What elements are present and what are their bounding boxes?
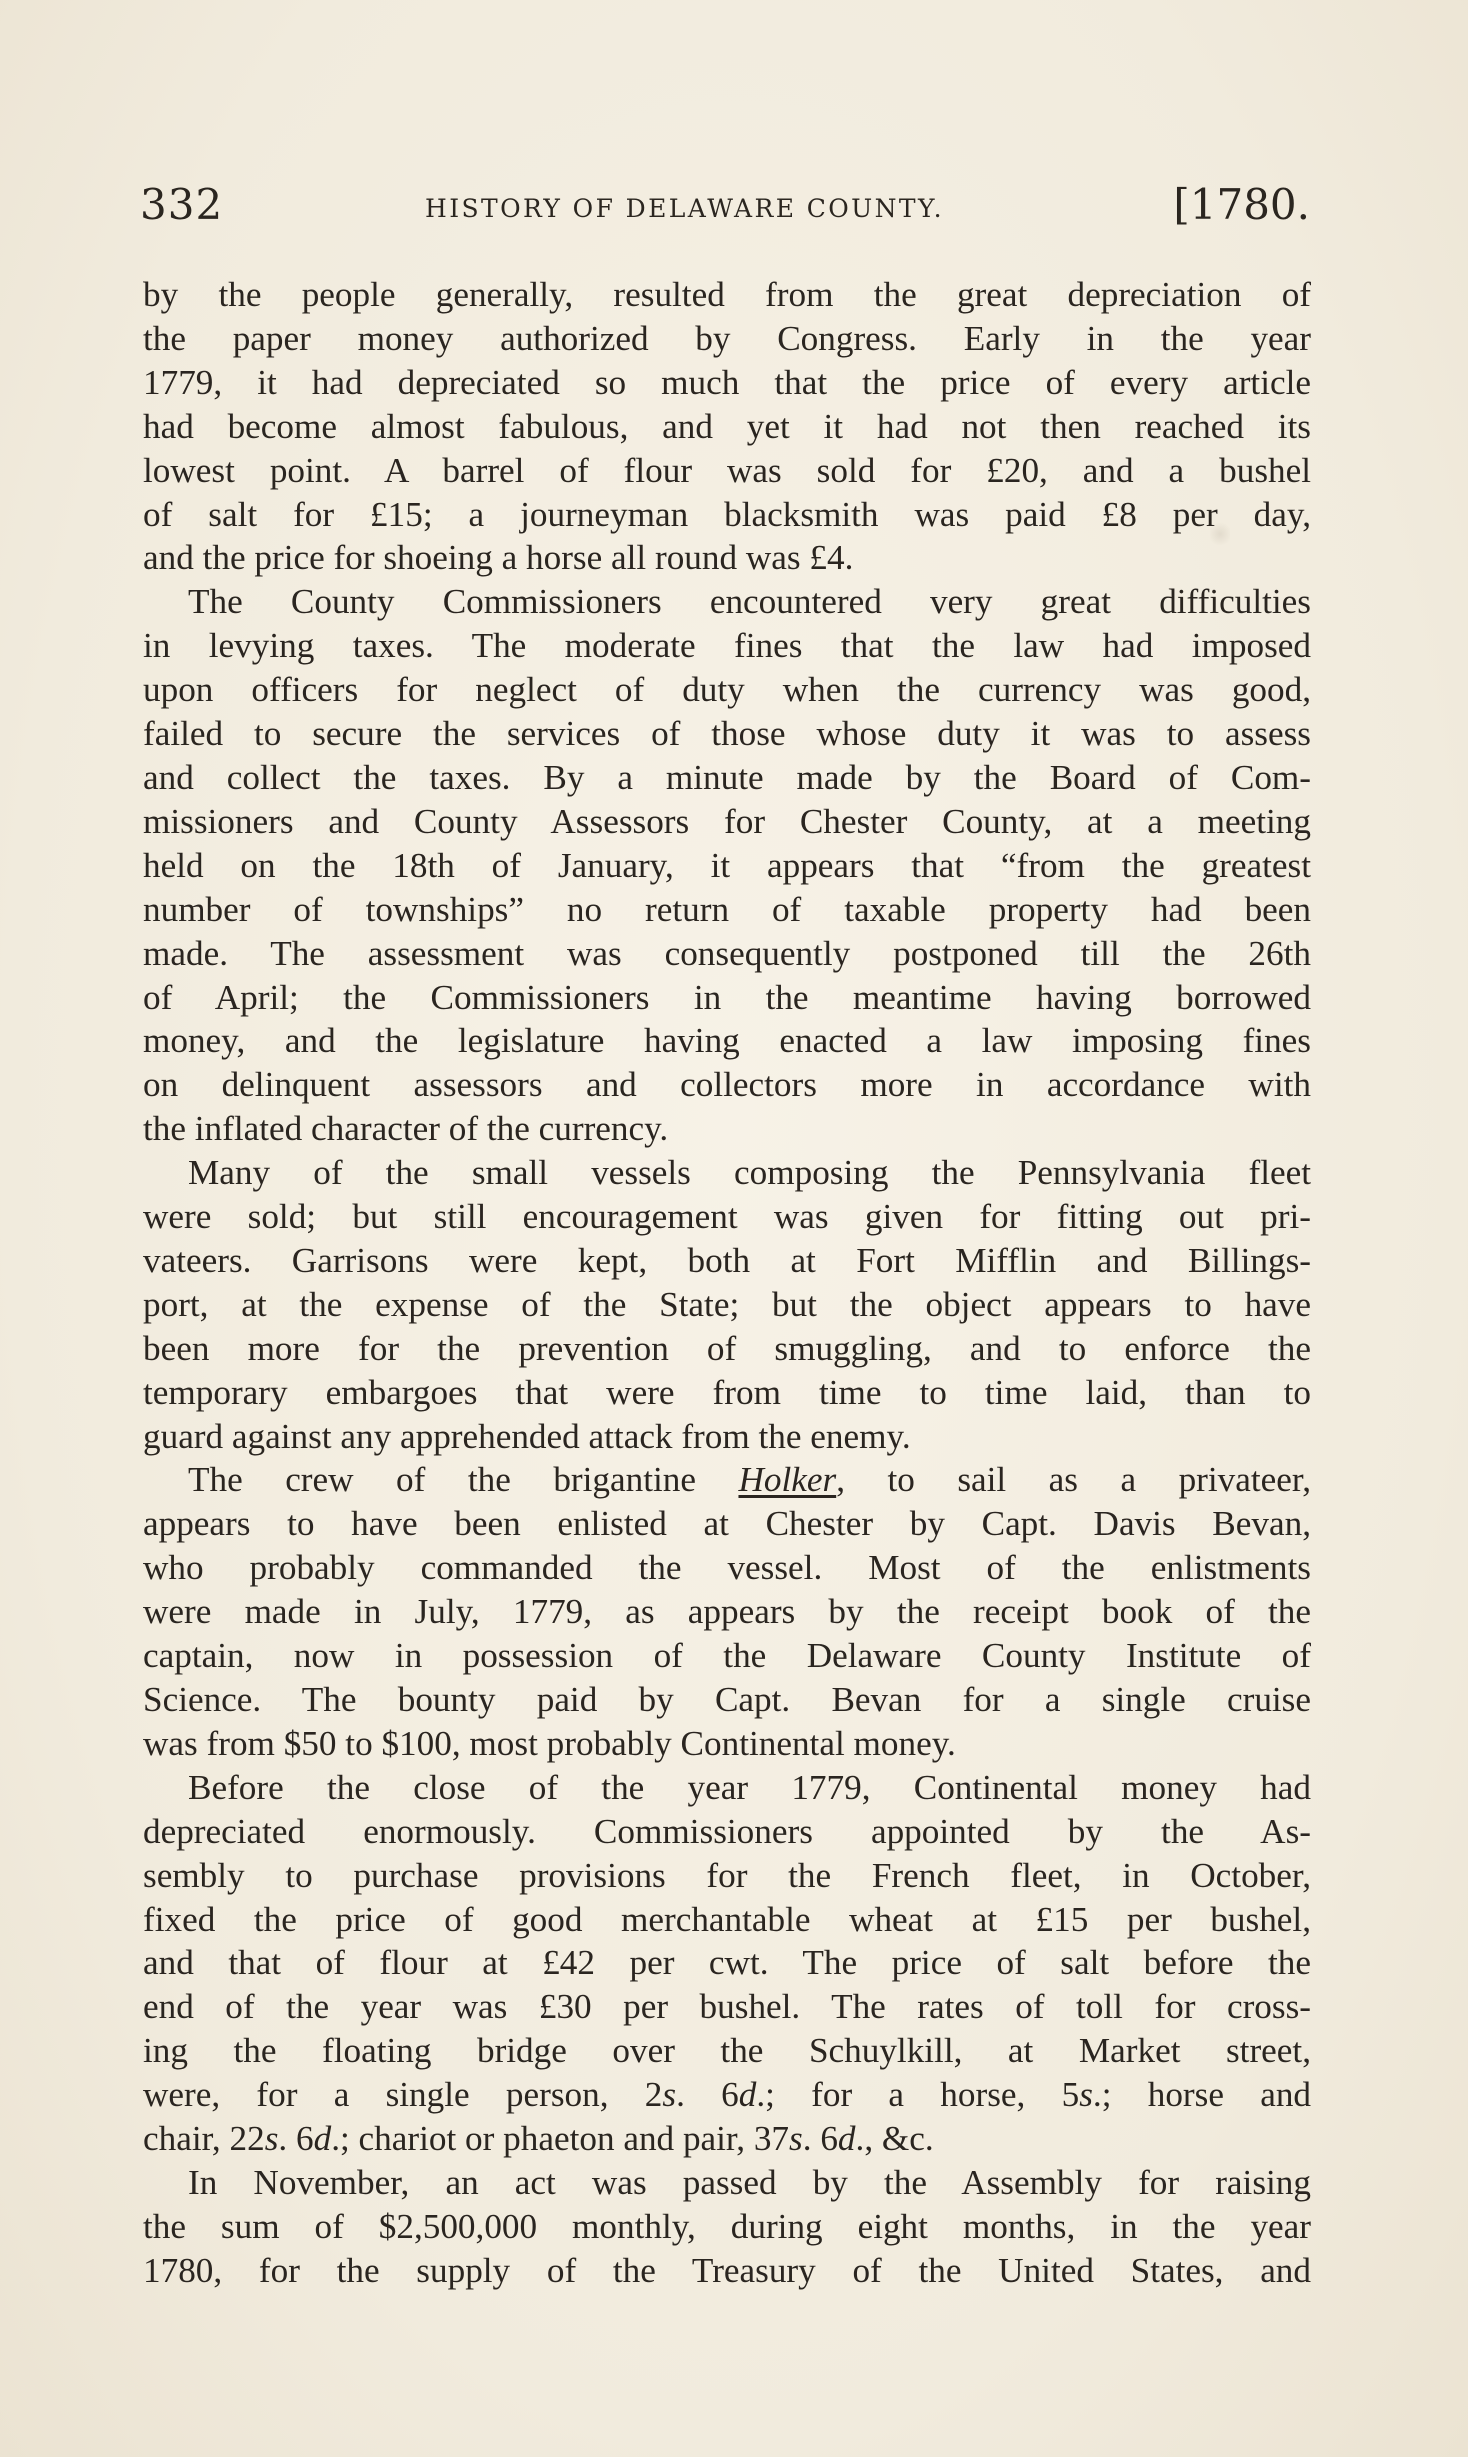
pence-abbrev: d — [738, 2075, 757, 2115]
text-line: captain, now in possession of the Delaware County Institute of — [143, 1636, 1311, 1676]
text-line: was from $50 to $100, most probably Continental money. — [143, 1723, 956, 1763]
shillings-abbrev: s — [1079, 2075, 1093, 2115]
text-fragment: . 6 — [278, 2119, 314, 2159]
text-line: upon officers for neglect of duty when the currency was good, — [143, 670, 1311, 710]
text-line: number of townships” no return of taxable property had been — [143, 889, 1311, 929]
text-line: failed to secure the services of those whose duty it was to assess — [143, 714, 1311, 754]
text-line: end of the year was £30 per bushel. The rates of toll for cross- — [143, 1987, 1311, 2027]
text-line: 1779, it had depreciated so much that the price of every article — [143, 362, 1311, 402]
text-line: Many of the small vessels composing the Pennsylvania fleet — [188, 1153, 1311, 1193]
text-fragment: . 6 — [802, 2119, 838, 2159]
text-line: the inflated character of the currency. — [143, 1109, 669, 1149]
page-number: 332 — [140, 180, 224, 229]
text-line: 1780, for the supply of the Treasury of the United States, and — [143, 2250, 1311, 2290]
text-line: lowest point. A barrel of flour was sold for £20, and a bushel — [143, 450, 1311, 490]
text-fragment: The crew of the brigantine — [188, 1460, 739, 1500]
text-line: on delinquent assessors and collectors more in accordance with — [143, 1065, 1311, 1105]
text-line: been more for the prevention of smuggling, and to enforce the — [143, 1328, 1311, 1368]
shillings-abbrev: s — [789, 2119, 803, 2159]
text-line: guard against any apprehended attack from the enemy. — [143, 1416, 911, 1456]
pence-abbrev: d — [313, 2119, 332, 2159]
paragraph-5 — [143, 1766, 1311, 2161]
paragraph-2 — [143, 580, 1311, 1151]
text-line: of salt for £15; a journeyman blacksmith was paid £8 per day, — [143, 494, 1311, 534]
paragraph-1 — [143, 273, 1311, 580]
text-line: of April; the Commissioners in the meantime having borrowed — [143, 977, 1311, 1017]
text-line: depreciated enormously. Commissioners appointed by the As- — [143, 1811, 1311, 1851]
text-fragment: . 6 — [676, 2075, 739, 2115]
text-fragment: .; for a horse, 5 — [756, 2075, 1080, 2115]
text-line: ing the floating bridge over the Schuylkill, at Market street, — [143, 2031, 1311, 2071]
text-line: held on the 18th of January, it appears that “from the greatest — [143, 845, 1311, 885]
text-line: and collect the taxes. By a minute made by the Board of Com- — [143, 757, 1311, 797]
text-line: missioners and County Assessors for Chester County, at a meeting — [143, 801, 1311, 841]
paragraph-4 — [143, 1458, 1311, 1765]
text-line: had become almost fabulous, and yet it had not then reached its — [143, 406, 1311, 446]
text-line: temporary embargoes that were from time to time laid, than to — [143, 1372, 1311, 1412]
body-text — [143, 273, 1311, 2293]
text-line: sembly to purchase provisions for the French fleet, in October, — [143, 1855, 1311, 1895]
year-mark: [1780. — [1173, 180, 1310, 229]
text-line: in levying taxes. The moderate fines that the law had imposed — [143, 626, 1311, 666]
text-line: appears to have been enlisted at Chester by Capt. Davis Bevan, — [143, 1504, 1311, 1544]
text-fragment: .; horse and — [1092, 2075, 1312, 2115]
text-line: made. The assessment was consequently postponed till the 26th — [143, 933, 1311, 973]
ship-name: Holker — [738, 1460, 837, 1500]
text-line — [143, 2117, 1311, 2161]
text-line: and the price for shoeing a horse all round was £4. — [143, 538, 854, 578]
text-line: and that of flour at £42 per cwt. The price of salt before the — [143, 1943, 1311, 1983]
text-fragment: .; chariot or phaeton and pair, 37 — [331, 2119, 790, 2159]
text-line: fixed the price of good merchantable wheat at £15 per bushel, — [143, 1899, 1311, 1939]
text-line — [143, 2073, 1311, 2117]
text-line: The County Commissioners encountered very great difficulties — [188, 582, 1311, 622]
paragraph-6 — [143, 2161, 1311, 2293]
text-line: vateers. Garrisons were kept, both at Fort Mifflin and Billings- — [143, 1240, 1311, 1280]
text-fragment: were, for a single person, 2 — [143, 2075, 663, 2115]
text-line: Before the close of the year 1779, Continental money had — [188, 1767, 1311, 1807]
text-line — [143, 1458, 1311, 1502]
shillings-abbrev: s — [662, 2075, 677, 2115]
text-line: money, and the legislature having enacted a law imposing fines — [143, 1021, 1311, 1061]
pence-abbrev: d — [837, 2119, 856, 2159]
text-line: the sum of $2,500,000 monthly, during eight months, in the year — [143, 2206, 1311, 2246]
text-line: who probably commanded the vessel. Most of the enlistments — [143, 1548, 1311, 1588]
page-header — [140, 180, 1310, 240]
text-fragment: ., &c. — [855, 2119, 934, 2159]
text-line: In November, an act was passed by the Assembly for raising — [188, 2162, 1311, 2202]
text-fragment: , to sail as a privateer, — [836, 1460, 1311, 1500]
text-line: port, at the expense of the State; but the object appears to have — [143, 1284, 1311, 1324]
text-line: the paper money authorized by Congress. Early in the year — [143, 318, 1311, 358]
text-line: were sold; but still encouragement was given for fitting out pri- — [143, 1197, 1311, 1237]
text-line: Science. The bounty paid by Capt. Bevan for a single cruise — [143, 1680, 1311, 1719]
text-fragment: chair, 22 — [143, 2119, 265, 2159]
text-line: by the people generally, resulted from the great depreciation of — [143, 275, 1311, 314]
paragraph-3 — [143, 1151, 1311, 1458]
text-line: were made in July, 1779, as appears by the receipt book of the — [143, 1592, 1311, 1632]
running-title: HISTORY OF DELAWARE COUNTY. — [425, 194, 944, 223]
shillings-abbrev: s — [264, 2119, 279, 2159]
